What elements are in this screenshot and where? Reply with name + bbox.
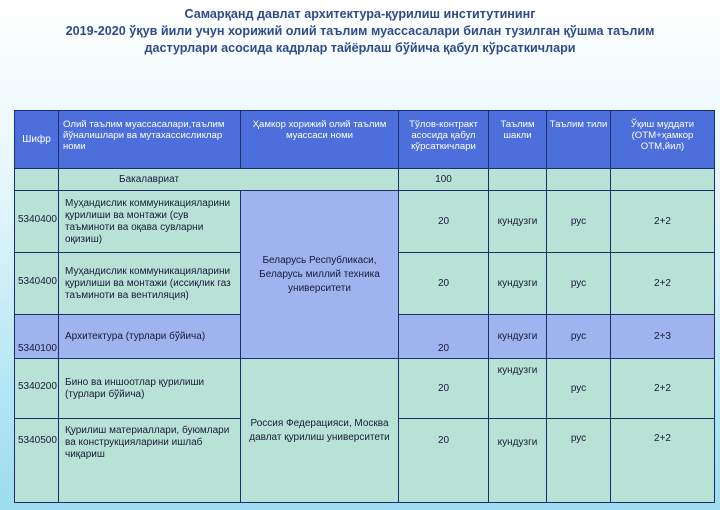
admission-table: [14, 110, 715, 503]
row-code: 5340100: [15, 315, 59, 359]
row-quota: 20: [399, 253, 489, 315]
row-duration: 2+3: [611, 315, 715, 359]
row-quota: 20: [399, 191, 489, 253]
title-line-1: Самарқанд давлат архитектура-қурилиш институтининг: [184, 7, 536, 21]
section-row: [15, 169, 715, 191]
table-row: [15, 191, 715, 253]
row-lang: рус: [547, 253, 611, 315]
row-duration: 2+2: [611, 253, 715, 315]
header-name: Олий таълим муассасалари,таълим йўналишлари ва мутахассисликлар номи: [59, 111, 241, 169]
table-header-row: [15, 111, 715, 169]
partner-belarus: Беларусь Республикаси, Беларусь миллий техника университети: [241, 191, 399, 359]
row-name: Қурилиш материаллари, буюмлари ва конструкцияларини ишлаб чиқариш: [59, 419, 241, 503]
row-name: Муҳандислик коммуникацияларини қурилиши ва монтажи (сув таъминоти ва оқава сувларни оқизиш): [59, 191, 241, 253]
row-name: Муҳандислик коммуникацияларини қурилиши ва монтажи (иссиқлик газ таъминоти ва вентиляция): [59, 253, 241, 315]
header-code: Шифр: [15, 111, 59, 169]
row-duration: 2+2: [611, 419, 715, 503]
row-form: кундузги: [489, 315, 547, 359]
row-duration: 2+2: [611, 191, 715, 253]
header-form: Таълим шакли: [489, 111, 547, 169]
row-name: Бино ва иншоотлар қурилиши (турлари бўйича): [59, 359, 241, 419]
row-lang: рус: [547, 191, 611, 253]
row-code: 5340500: [15, 419, 59, 503]
title-line-2: 2019-2020 ўқув йили учун хорижий олий таълим муассасалари билан тузилган қўшма таълим: [65, 24, 655, 38]
document-title: [0, 6, 720, 57]
row-form: кундузги: [489, 359, 547, 419]
row-code: 5340400: [15, 253, 59, 315]
title-line-3: дастурлари асосида кадрлар тайёрлаш бўйича қабул кўрсаткичлари: [144, 41, 576, 55]
row-name: Архитектура (турлари бўйича): [59, 315, 241, 359]
row-form: кундузги: [489, 191, 547, 253]
row-quota: 20: [399, 419, 489, 503]
header-quota: Тўлов-контракт асосида қабул кўрсаткичлари: [399, 111, 489, 169]
table-row: [15, 359, 715, 419]
partner-russia: Россия Федерацияси, Москва давлат қурилиш университети: [241, 359, 399, 503]
row-lang: рус: [547, 359, 611, 419]
row-quota: 20: [399, 359, 489, 419]
row-duration: 2+2: [611, 359, 715, 419]
header-partner: Ҳамкор хорижий олий таълим муассаси номи: [241, 111, 399, 169]
row-lang: рус: [547, 419, 611, 503]
row-quota: 20: [399, 315, 489, 359]
row-code: 5340200: [15, 359, 59, 419]
row-form: кундузги: [489, 419, 547, 503]
row-lang: рус: [547, 315, 611, 359]
row-form: кундузги: [489, 253, 547, 315]
header-lang: Таълим тили: [547, 111, 611, 169]
row-code: 5340400: [15, 191, 59, 253]
header-duration: Ўқиш муддати (ОТМ+ҳамкор ОТМ,йил): [611, 111, 715, 169]
section-total: 100: [399, 169, 489, 191]
section-label: Бакалавриат: [59, 169, 399, 191]
